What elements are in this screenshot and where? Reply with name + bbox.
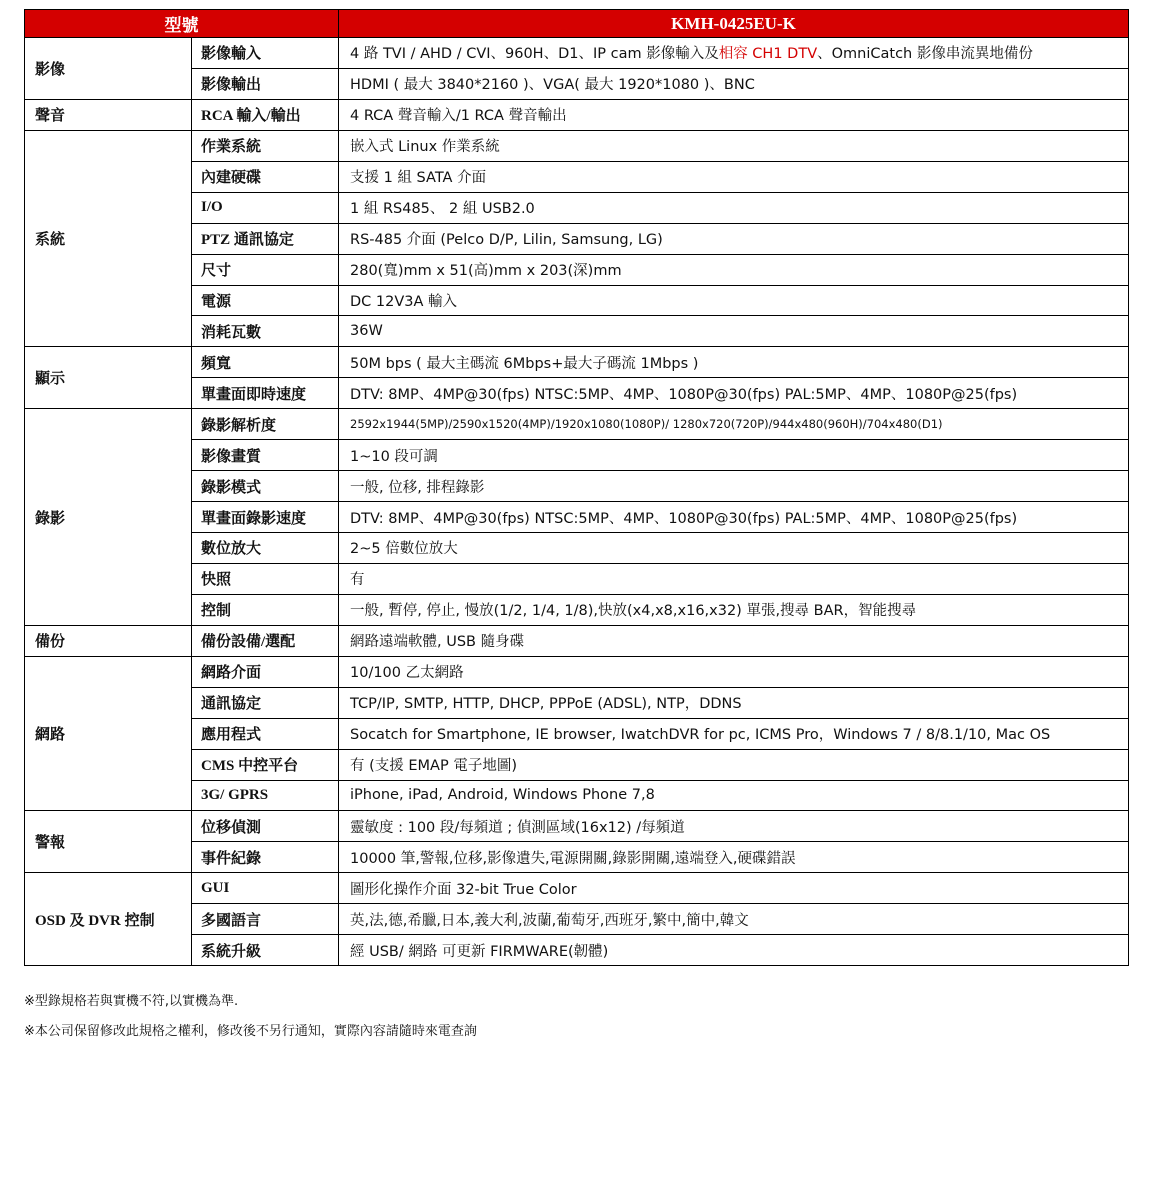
spec-label: 作業系統 bbox=[192, 130, 339, 161]
spec-label: 頻寬 bbox=[192, 347, 339, 378]
table-row bbox=[25, 811, 1129, 842]
spec-sheet bbox=[24, 9, 1128, 966]
spec-value: 10000 筆,警報,位移,影像遺失,電源開關,錄影開關,遠端登入,硬碟錯誤 bbox=[339, 842, 1129, 873]
spec-value: 4 RCA 聲音輸入/1 RCA 聲音輸出 bbox=[339, 99, 1129, 130]
spec-label: 電源 bbox=[192, 285, 339, 316]
spec-value: 英,法,德,希臘,日本,義大利,波蘭,葡萄牙,西班牙,繁中,簡中,韓文 bbox=[339, 904, 1129, 935]
footnote-1: ※型錄規格若與實機不符,以實機為準. bbox=[24, 994, 239, 1009]
spec-value: 一般, 暫停, 停止, 慢放(1/2, 1/4, 1/8),快放(x4,x8,x16,x32) 單張,搜尋 BAR，智能搜尋 bbox=[339, 594, 1129, 625]
spec-label: 內建硬碟 bbox=[192, 161, 339, 192]
spec-value: 網路遠端軟體, USB 隨身碟 bbox=[339, 625, 1129, 656]
highlight-text: 相容 CH1 DTV bbox=[718, 46, 818, 63]
spec-label: 位移偵測 bbox=[192, 811, 339, 842]
spec-label: CMS 中控平台 bbox=[192, 749, 339, 780]
spec-value: 經 USB/ 網路 可更新 FIRMWARE(韌體) bbox=[339, 935, 1129, 966]
spec-table-body bbox=[25, 38, 1129, 966]
spec-label: 影像輸出 bbox=[192, 68, 339, 99]
model-label: 型號 bbox=[25, 10, 339, 38]
spec-label: 網路介面 bbox=[192, 656, 339, 687]
spec-label: 通訊協定 bbox=[192, 687, 339, 718]
category-cell: 聲音 bbox=[25, 99, 192, 130]
spec-value-part: 、OmniCatch 影像串流異地備份 bbox=[817, 46, 1033, 63]
table-row bbox=[25, 409, 1129, 440]
spec-label: 錄影模式 bbox=[192, 471, 339, 502]
table-row bbox=[25, 130, 1129, 161]
spec-value: 280(寬)mm x 51(高)mm x 203(深)mm bbox=[339, 254, 1129, 285]
spec-value: DTV: 8MP、4MP@30(fps) NTSC:5MP、4MP、1080P@30(fps) PAL:5MP、4MP、1080P@25(fps) bbox=[339, 502, 1129, 533]
spec-value: 嵌入式 Linux 作業系統 bbox=[339, 130, 1129, 161]
spec-value: iPhone, iPad, Android, Windows Phone 7,8 bbox=[339, 780, 1129, 811]
spec-value: 1~10 段可調 bbox=[339, 440, 1129, 471]
table-row bbox=[25, 99, 1129, 130]
spec-label: 系統升級 bbox=[192, 935, 339, 966]
spec-value: Socatch for Smartphone, IE browser, IwatchDVR for pc, ICMS Pro，Windows 7 / 8/8.1/10, Mac OS bbox=[339, 718, 1129, 749]
spec-label: 影像輸入 bbox=[192, 38, 339, 69]
spec-table bbox=[24, 9, 1129, 966]
table-row bbox=[25, 347, 1129, 378]
spec-value: 36W bbox=[339, 316, 1129, 347]
spec-value: 有 bbox=[339, 563, 1129, 594]
category-cell: 影像 bbox=[25, 38, 192, 100]
spec-label: 影像畫質 bbox=[192, 440, 339, 471]
model-value: KMH-0425EU-K bbox=[339, 10, 1129, 38]
spec-value: 靈敏度 : 100 段/每頻道 ; 偵測區域(16x12) /每頻道 bbox=[339, 811, 1129, 842]
spec-label: GUI bbox=[192, 873, 339, 904]
footnote-2: ※本公司保留修改此規格之權利，修改後不另行通知，實際內容請隨時來電查詢 bbox=[24, 1024, 477, 1039]
spec-label: I/O bbox=[192, 192, 339, 223]
spec-value: 支援 1 組 SATA 介面 bbox=[339, 161, 1129, 192]
category-cell: 系統 bbox=[25, 130, 192, 347]
spec-value bbox=[339, 38, 1129, 69]
spec-label: 事件紀錄 bbox=[192, 842, 339, 873]
category-cell: 網路 bbox=[25, 656, 192, 811]
table-row bbox=[25, 38, 1129, 69]
spec-label: 數位放大 bbox=[192, 533, 339, 564]
spec-value: 圖形化操作介面 32-bit True Color bbox=[339, 873, 1129, 904]
category-cell: 錄影 bbox=[25, 409, 192, 626]
category-cell: OSD 及 DVR 控制 bbox=[25, 873, 192, 966]
category-cell: 備份 bbox=[25, 625, 192, 656]
category-cell: 警報 bbox=[25, 811, 192, 873]
spec-value: 2~5 倍數位放大 bbox=[339, 533, 1129, 564]
spec-value: TCP/IP, SMTP, HTTP, DHCP, PPPoE (ADSL), NTP，DDNS bbox=[339, 687, 1129, 718]
spec-label: 應用程式 bbox=[192, 718, 339, 749]
spec-value: DC 12V3A 輸入 bbox=[339, 285, 1129, 316]
spec-value: DTV: 8MP、4MP@30(fps) NTSC:5MP、4MP、1080P@30(fps) PAL:5MP、4MP、1080P@25(fps) bbox=[339, 378, 1129, 409]
spec-label: 單畫面即時速度 bbox=[192, 378, 339, 409]
category-cell: 顯示 bbox=[25, 347, 192, 409]
spec-label: 尺寸 bbox=[192, 254, 339, 285]
spec-label: 3G/ GPRS bbox=[192, 780, 339, 811]
spec-value: 10/100 乙太網路 bbox=[339, 656, 1129, 687]
spec-label: 錄影解析度 bbox=[192, 409, 339, 440]
table-row bbox=[25, 656, 1129, 687]
spec-value: 有 (支援 EMAP 電子地圖) bbox=[339, 749, 1129, 780]
spec-label: PTZ 通訊協定 bbox=[192, 223, 339, 254]
table-row bbox=[25, 625, 1129, 656]
spec-label: 消耗瓦數 bbox=[192, 316, 339, 347]
spec-value: RS-485 介面 (Pelco D/P, Lilin, Samsung, LG) bbox=[339, 223, 1129, 254]
spec-value: 1 組 RS485、 2 組 USB2.0 bbox=[339, 192, 1129, 223]
table-header-row bbox=[25, 10, 1129, 38]
spec-value: 一般, 位移, 排程錄影 bbox=[339, 471, 1129, 502]
spec-value: HDMI ( 最大 3840*2160 )、VGA( 最大 1920*1080 )、BNC bbox=[339, 68, 1129, 99]
spec-label: 備份設備/選配 bbox=[192, 625, 339, 656]
spec-label: 控制 bbox=[192, 594, 339, 625]
spec-label: 快照 bbox=[192, 563, 339, 594]
spec-label: 單畫面錄影速度 bbox=[192, 502, 339, 533]
spec-value-part: 4 路 TVI / AHD / CVI、960H、D1、IP cam 影像輸入及 bbox=[350, 46, 719, 63]
table-row bbox=[25, 873, 1129, 904]
spec-label: RCA 輸入/輸出 bbox=[192, 99, 339, 130]
spec-label: 多國語言 bbox=[192, 904, 339, 935]
spec-value: 2592x1944(5MP)/2590x1520(4MP)/1920x1080(1080P)/ 1280x720(720P)/944x480(960H)/704x480(D1) bbox=[339, 409, 1129, 440]
spec-value: 50M bps ( 最大主碼流 6Mbps+最大子碼流 1Mbps ) bbox=[339, 347, 1129, 378]
